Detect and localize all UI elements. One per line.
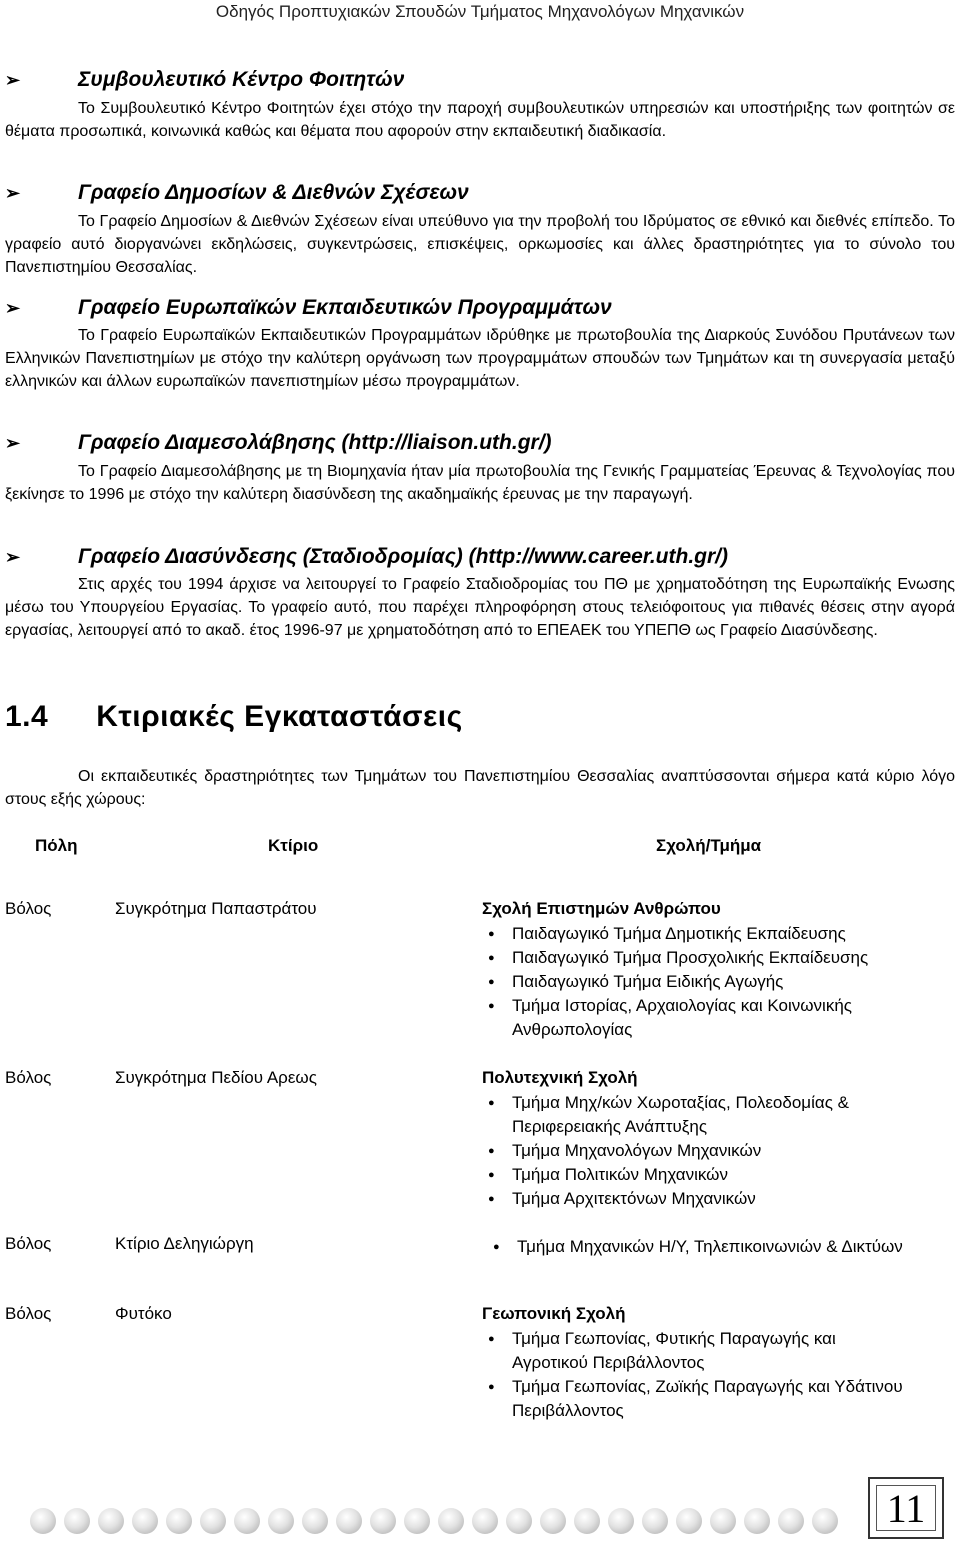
- table-cell-school: Πολυτεχνική Σχολή: [482, 1068, 638, 1087]
- list-item: ● Τμήμα Γεωπονίας, Φυτικής Παραγωγής και Αγροτικού Περιβάλλοντος: [482, 1327, 912, 1375]
- section-title-european-programs: Γραφείο Ευρωπαϊκών Εκπαιδευτικών Προγραμμάτων: [78, 296, 612, 319]
- page-number-box: [868, 1477, 944, 1539]
- section-title-public-relations: Γραφείο Δημοσίων & Διεθνών Σχέσεων: [78, 181, 469, 204]
- list-item: ● Τμήμα Μηχανικών Η/Υ, Τηλεπικοινωνιών & Δικτύων: [487, 1235, 927, 1259]
- dot-icon: [540, 1508, 566, 1534]
- chapter-intro-content: Οι εκπαιδευτικές δραστηριότητες των Τμημάτων του Πανεπιστημίου Θεσσαλίας αναπτύσσονται σήμερα κατά κύριο λόγο στους εξής χώρους:: [5, 768, 955, 808]
- department-list: [482, 1327, 912, 1423]
- dot-icon: [608, 1508, 634, 1534]
- dot-icon: [302, 1508, 328, 1534]
- list-item: ● Παιδαγωγικό Τμήμα Προσχολικής Εκπαίδευσης: [482, 946, 942, 970]
- table-cell-city: Βόλος: [5, 1234, 52, 1253]
- table-cell-city: Βόλος: [5, 1304, 52, 1323]
- table-cell-school: Σχολή Επιστημών Ανθρώπου: [482, 899, 721, 918]
- dot-icon: [166, 1508, 192, 1534]
- dot-icon: [574, 1508, 600, 1534]
- list-item: ● Τμήμα Μηχ/κών Χωροταξίας, Πολεοδομίας & Περιφερειακής Ανάπτυξης: [482, 1091, 922, 1139]
- department-list: [482, 922, 942, 1042]
- list-item: ● Τμήμα Ιστορίας, Αρχαιολογίας και Κοινωνικής Ανθρωπολογίας: [482, 994, 912, 1042]
- list-item: ● Παιδαγωγικό Τμήμα Δημοτικής Εκπαίδευσης: [482, 922, 942, 946]
- dot-icon: [64, 1508, 90, 1534]
- arrow-bullet-icon: ➢: [5, 433, 21, 453]
- section-text-liaison-content: Το Γραφείο Διαμεσολάβησης με τη Βιομηχανία ήταν μία πρωτοβουλία της Γενικής Γραμματείας Έρευνας & Τεχνολογίας που ξεκίνησε το 1996 με στόχο την καλύτερη διασύνδεση της ακαδημαϊκής έρευνας με την παραγωγή.: [5, 463, 955, 503]
- list-item: ● Τμήμα Γεωπονίας, Ζωϊκής Παραγωγής και Υδάτινου Περιβάλλοντος: [482, 1375, 912, 1423]
- list-item: ● Τμήμα Αρχιτεκτόνων Μηχανικών: [482, 1187, 942, 1211]
- arrow-bullet-icon: ➢: [5, 183, 21, 203]
- arrow-bullet-icon: ➢: [5, 298, 21, 318]
- list-item: ● Τμήμα Πολιτικών Μηχανικών: [482, 1163, 942, 1187]
- section-text-european-programs: [5, 324, 955, 393]
- arrow-bullet-icon: ➢: [5, 70, 21, 90]
- section-text-public-relations-content: Το Γραφείο Δημοσίων & Διεθνών Σχέσεων είναι υπεύθυνο για την προβολή του Ιδρύματος σε εθνικό και διεθνές επίπεδο. Το γραφείο αυτό διοργανώνει εκδηλώσεις, συγκεντρώσεις, επισκέψεις, ορκωμοσίες και άλλες δραστηριότητες για το σύνολο του Πανεπιστημίου Θεσσαλίας.: [5, 213, 955, 276]
- dot-icon: [744, 1508, 770, 1534]
- dot-icon: [438, 1508, 464, 1534]
- section-text-liaison: [5, 460, 955, 506]
- dot-icon: [642, 1508, 668, 1534]
- arrow-bullet-icon: ➢: [5, 547, 21, 567]
- department-list: [482, 1091, 942, 1211]
- chapter-title: Κτιριακές Εγκαταστάσεις: [96, 700, 463, 733]
- list-item: ● Παιδαγωγικό Τμήμα Ειδικής Αγωγής: [482, 970, 942, 994]
- section-text-career-content: Στις αρχές του 1994 άρχισε να λειτουργεί το Γραφείο Σταδιοδρομίας του ΠΘ με χρηματοδότηση της Ευρωπαϊκής Ενωσης μέσω του Υπουργείου Εργασίας. Το γραφείο αυτό, που παρέχει πληροφόρηση στους τελειόφοιτους για πιθανές θέσεις στην αγορά εργασίας, λειτουργεί από το ακαδ. έτος 1996-97 με χρηματοδότηση από το ΕΠΕΑΕΚ του ΥΠΕΠΘ ως Γραφείο Διασύνδεσης.: [5, 576, 955, 639]
- table-cell-city: Βόλος: [5, 1068, 52, 1087]
- section-text-european-programs-content: Το Γραφείο Ευρωπαϊκών Εκπαιδευτικών Προγραμμάτων ιδρύθηκε με πρωτοβουλία της Διαρκούς Συνόδου Πρυτάνεων των Ελληνικών Πανεπιστημίων με στόχο την καλύτερη οργάνωση των προγραμμάτων σπουδών των Τμημάτων και τη συνεργασία μεταξύ ελληνικών και άλλων ευρωπαϊκών πανεπιστημίων μέσω προγραμμάτων.: [5, 327, 955, 390]
- section-text-career: [5, 573, 955, 642]
- section-title-counseling: Συμβουλευτικό Κέντρο Φοιτητών: [78, 68, 405, 91]
- dot-icon: [812, 1508, 838, 1534]
- dot-icon: [200, 1508, 226, 1534]
- dot-icon: [98, 1508, 124, 1534]
- section-title-liaison: Γραφείο Διαμεσολάβησης (http://liaison.uth.gr/): [78, 431, 552, 454]
- column-header-building: Κτίριο: [268, 836, 319, 855]
- section-title-career: Γραφείο Διασύνδεσης (Σταδιοδρομίας) (http://www.career.uth.gr/): [78, 545, 728, 568]
- department-list: [487, 1235, 927, 1259]
- table-cell-building: Φυτόκο: [115, 1304, 172, 1323]
- dot-icon: [234, 1508, 260, 1534]
- dot-icon: [268, 1508, 294, 1534]
- dot-icon: [506, 1508, 532, 1534]
- dot-icon: [370, 1508, 396, 1534]
- table-cell-building: Συγκρότημα Παπαστράτου: [115, 899, 317, 918]
- dot-icon: [336, 1508, 362, 1534]
- dot-icon: [30, 1508, 56, 1534]
- table-cell-city: Βόλος: [5, 899, 52, 918]
- list-item: ● Τμήμα Μηχανολόγων Μηχανικών: [482, 1139, 942, 1163]
- dot-icon: [778, 1508, 804, 1534]
- column-header-school: Σχολή/Τμήμα: [656, 836, 762, 855]
- running-header: Οδηγός Προπτυχιακών Σπουδών Τμήματος Μηχανολόγων Μηχανικών: [215, 2, 745, 21]
- dot-icon: [404, 1508, 430, 1534]
- table-cell-school: Γεωπονική Σχολή: [482, 1304, 626, 1323]
- dot-icon: [710, 1508, 736, 1534]
- chapter-intro: [5, 765, 955, 811]
- chapter-heading: [5, 700, 463, 734]
- dot-icon: [132, 1508, 158, 1534]
- page-number: 11: [876, 1485, 936, 1531]
- table-cell-building: Κτίριο Δεληγιώργη: [115, 1234, 254, 1253]
- section-text-public-relations: [5, 210, 955, 279]
- section-text-counseling-content: Το Συμβουλευτικό Κέντρο Φοιτητών έχει στόχο την παροχή συμβουλευτικών υπηρεσιών και υποστήριξης των φοιτητών σε θέματα προσωπικά, κοινωνικά καθώς και θέματα που αφορούν στην εκπαιδευτική διαδικασία.: [5, 100, 955, 140]
- table-cell-building: Συγκρότημα Πεδίου Αρεως: [115, 1068, 317, 1087]
- section-text-counseling: [5, 97, 955, 143]
- column-header-city: Πόλη: [35, 836, 78, 855]
- dot-icon: [472, 1508, 498, 1534]
- chapter-number: 1.4: [5, 700, 49, 733]
- dot-icon: [676, 1508, 702, 1534]
